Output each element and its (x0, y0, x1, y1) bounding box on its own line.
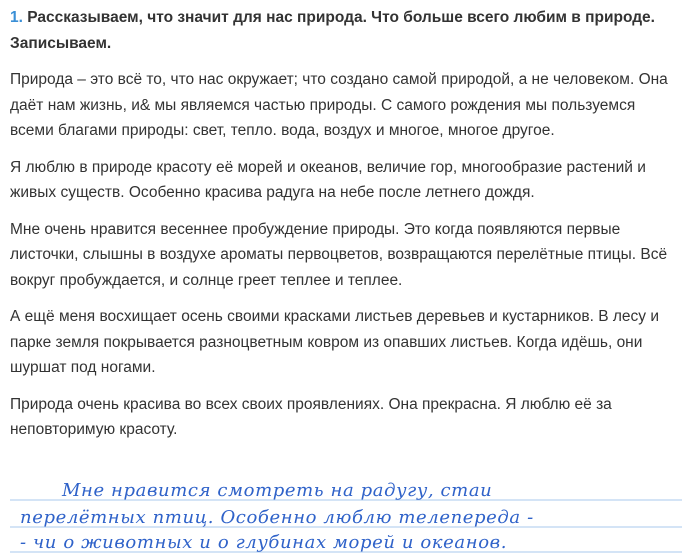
task-number: 1. (10, 9, 23, 26)
paragraph-1: Природа – это всё то, что нас окружает; что создано самой природой, а не человеком. Она даёт нам жизнь, и& мы являемся частью природы. С самого рождения мы пользуемся всеми благами природы: свет, тепло. вода, воздух и многое, многое другое. (10, 71, 668, 139)
handwriting-line-1: Мне нравится смотреть на радугу, стаи (62, 480, 493, 501)
task-heading (10, 5, 682, 57)
handwritten-note (10, 470, 682, 554)
paragraph-3: Мне очень нравится весеннее пробуждение природы. Это когда появляются первые листочки, слышны в воздухе ароматы первоцветов, возвращаются перелётные птицы. Всё вокруг пробуждается, и солнце греет теплее и теплее. (10, 220, 668, 289)
paragraph-5: Природа очень красива во всех своих проявлениях. Она прекрасна. Я люблю её за неповторимую красоту. (10, 395, 612, 438)
paragraph-2: Я люблю в природе красоту её морей и океанов, величие гор, многообразие растений и живых существ. Особенно красива радуга на небе после летнего дождя. (10, 158, 646, 201)
document-body (10, 5, 682, 454)
paragraph-4: А ещё меня восхищает осень своими красками листьев деревьев и кустарников. В лесу и парке земля покрывается разноцветным ковром из опавших листьев. Когда идёшь, они шуршат под ногами. (10, 308, 659, 376)
handwriting-line-3: - чи о животных и о глубинах морей и океанов. (20, 532, 508, 553)
task-heading-text: Рассказываем, что значит для нас природа. Что больше всего любим в природе. Записываем. (10, 9, 655, 52)
handwriting-line-2: перелётных птиц. Особенно люблю телепереда - (20, 507, 534, 528)
